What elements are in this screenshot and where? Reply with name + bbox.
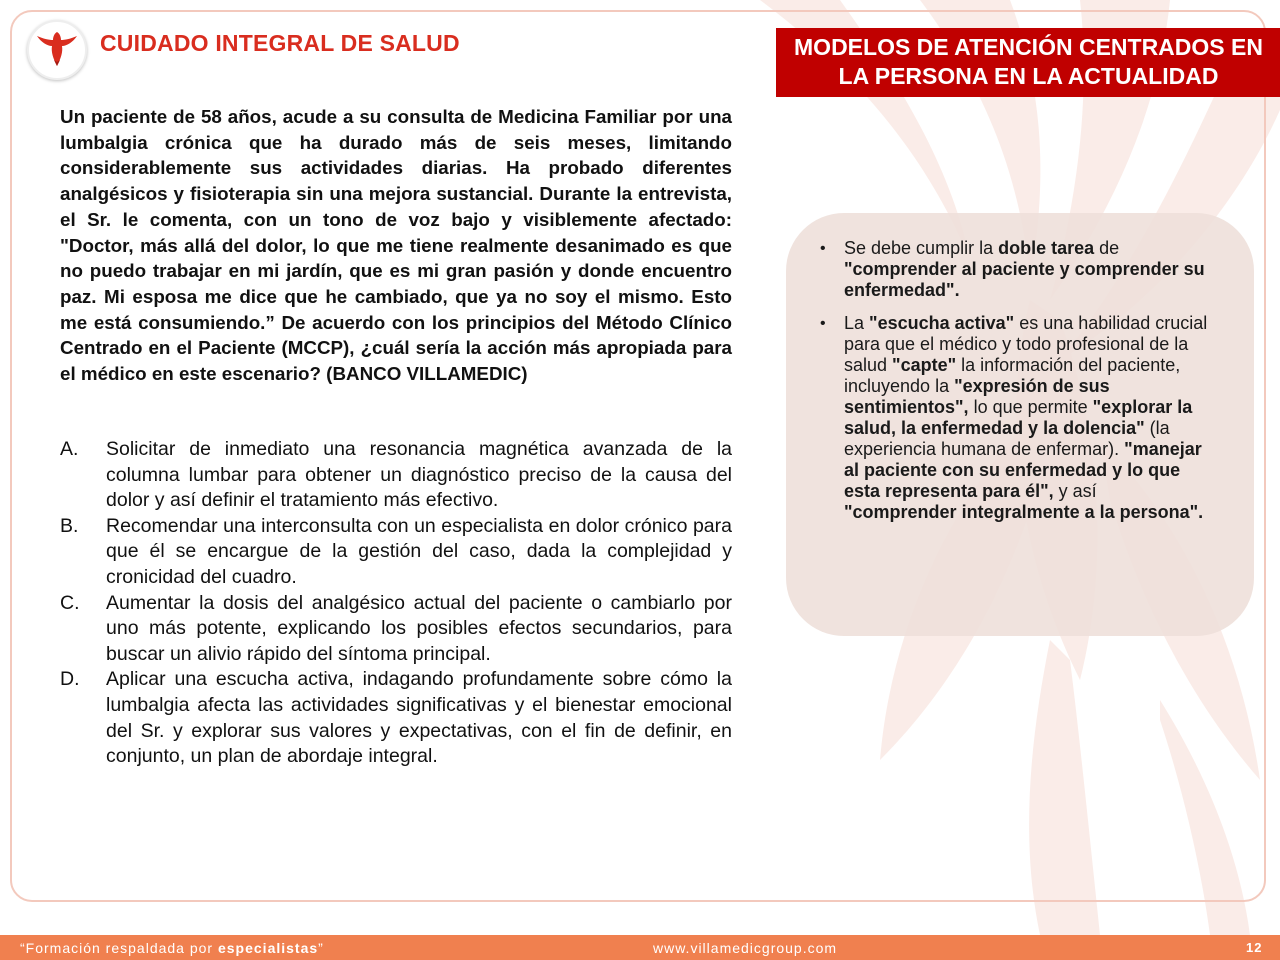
bullet-dot: • [820, 315, 826, 332]
tagline-suffix: ” [318, 940, 324, 956]
option-d [60, 667, 732, 769]
bullet-segment-bold: "explorar la salud, la enfermedad y la dolencia" [844, 397, 1193, 438]
bullet-segment: lo que permite [968, 397, 1093, 417]
option-text: Aplicar una escucha activa, indagando profundamente sobre cómo la lumbalgia afecta las actividades significativas y el bienestar emocional del Sr. y explorar sus valores y expectativas, con el fin de definir, en conjunto, un plan de abordaje integral. [106, 668, 732, 768]
answer-options [60, 437, 732, 770]
option-letter: B. [60, 514, 79, 537]
option-letter: D. [60, 668, 80, 691]
bullet-segment: de [1094, 238, 1120, 258]
footer-website-link[interactable]: www.villamedicgroup.com [653, 940, 838, 956]
option-b [60, 514, 732, 591]
bullet-segment: (la experiencia humana de enfermar). [844, 418, 1170, 459]
bullet-segment-bold: "manejar al paciente con su enfermedad y lo que esta representa para él", [844, 439, 1202, 501]
option-c [60, 591, 732, 668]
bullet-segment-bold: "expresión de sus sentimientos", [844, 376, 1110, 417]
option-text: Recomendar una interconsulta con un especialista en dolor crónico para que él se encargue de la gestión del caso, dada la complejidad y cronicidad del cuadro. [106, 514, 732, 588]
bullet-segment: es una habilidad crucial para que el médico y todo profesional de la salud [844, 313, 1208, 375]
bullet-segment-bold: "escucha activa" [869, 313, 1015, 333]
option-text: Aumentar la dosis del analgésico actual del paciente o cambiarlo por uno más potente, explicando los posibles efectos secundarios, para buscar un alivio rápido del síntoma principal. [106, 591, 732, 665]
brand-title: CUIDADO INTEGRAL DE SALUD [100, 30, 460, 56]
bullet-segment: la información del paciente, incluyendo la [844, 355, 1181, 396]
option-letter: C. [60, 591, 80, 614]
bullet-segment-bold: "capte" [892, 355, 957, 375]
bullet-segment-bold: "comprender integralmente a la persona". [844, 502, 1204, 522]
bullet-segment: y así [1053, 481, 1097, 501]
question-text: Un paciente de 58 años, acude a su consulta de Medicina Familiar por una lumbalgia crónica que ha durado más de seis meses, limitando considerablemente sus actividades diarias. Ha probado diferentes analgésicos y fisioterapia sin una mejora sustancial. Durante la entrevista, el Sr. le comenta, con un tono de voz bajo y visiblemente afectado: "Doctor, más allá del dolor, lo que me tiene realmente desanimado es que no puedo trabajar en mi jardín, que es mi gran pasión y donde encuentro paz. Mi esposa me dice que he cambiado, que ya no soy el mismo. Esto me está consumiendo.” De acuerdo con los principios del Método Clínico Centrado en el Paciente (MCCP), ¿cuál sería la acción más apropiada para el médico en este escenario? (BANCO VILLAMEDIC) [60, 106, 732, 385]
option-text: Solicitar de inmediato una resonancia magnética avanzada de la columna lumbar para obtener un diagnóstico preciso de la causa del dolor y así definir el tratamiento más efectivo. [106, 438, 732, 512]
section-header-line-1: MODELOS DE ATENCIÓN CENTRADOS EN [794, 34, 1263, 60]
bullet-segment: Se debe cumplir la [844, 238, 999, 258]
bullet-segment-bold: doble tarea [998, 238, 1095, 258]
bullet-segment-bold: "comprender al paciente y comprender su enfermedad". [844, 259, 1205, 300]
bullet-dot: • [820, 240, 826, 257]
section-header-line-2: LA PERSONA EN LA ACTUALIDAD [838, 63, 1219, 89]
logo [27, 20, 87, 80]
bullet-item [820, 313, 1210, 523]
tagline-bold: especialistas [217, 940, 319, 956]
tagline-prefix: “Formación respaldada por [20, 940, 218, 956]
bullet-segment: La [844, 313, 870, 333]
phoenix-logo-icon [35, 30, 79, 70]
option-letter: A. [60, 438, 79, 460]
bullet-text [844, 313, 1210, 523]
footer-tagline [20, 940, 324, 956]
bullet-text [844, 238, 1210, 301]
footer-bar [0, 935, 1280, 960]
section-header [776, 28, 1280, 97]
page-number: 12 [1246, 940, 1263, 955]
explanation-bullets [820, 238, 1210, 535]
bullet-item [820, 238, 1210, 301]
option-a [60, 437, 732, 514]
